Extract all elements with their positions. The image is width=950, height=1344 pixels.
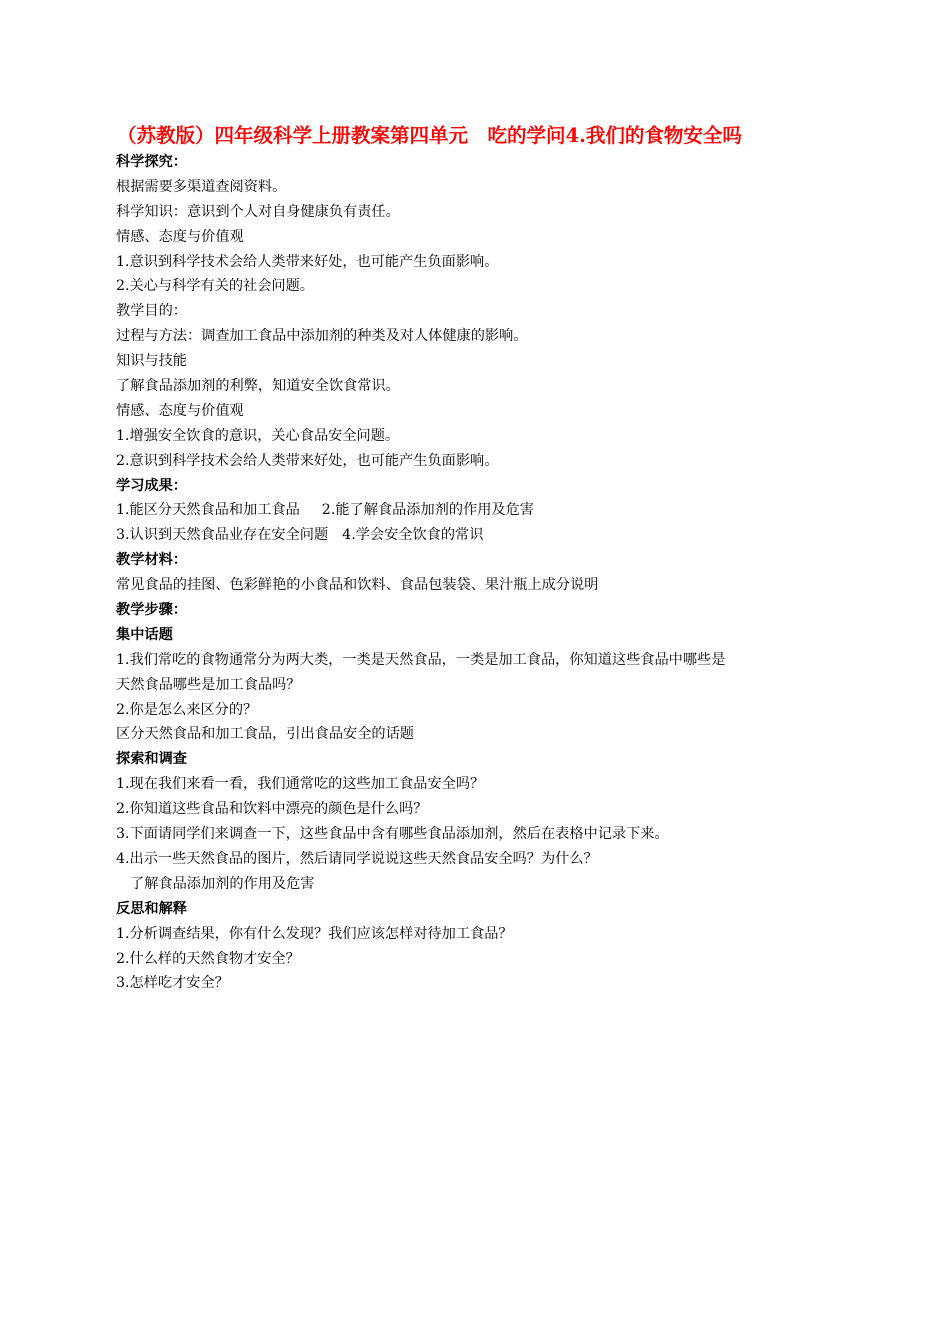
text-line: 1.增强安全饮食的意识，关心食品安全问题。 <box>116 427 400 444</box>
document-title: （苏教版）四年级科学上册教案第四单元 吃的学问4.我们的食物安全吗 <box>117 124 742 147</box>
text-line: 2.意识到科学技术会给人类带来好处，也可能产生负面影响。 <box>116 452 499 469</box>
text-line: 情感、态度与价值观 <box>116 402 244 419</box>
text-line: 1.意识到科学技术会给人类带来好处，也可能产生负面影响。 <box>116 253 499 270</box>
document-body <box>116 150 846 996</box>
text-line: 1.我们常吃的食物通常分为两大类，一类是天然食品，一类是加工食品，你知道这些食品中哪些是 <box>116 651 726 668</box>
text-line: 2.你知道这些食品和饮料中漂亮的颜色是什么吗？ <box>116 801 428 818</box>
outcome-row <box>116 498 846 523</box>
heading-reflect: 反思和解释 <box>116 900 187 917</box>
text-line: 1.现在我们来看一看，我们通常吃的这些加工食品安全吗？ <box>116 776 485 793</box>
outcome-item: 4.学会安全饮食的常识 <box>342 527 484 544</box>
heading-explore: 探索和调查 <box>116 751 187 768</box>
text-line: 3.下面请同学们来调查一下，这些食品中含有哪些食品添加剂，然后在表格中记录下来。 <box>116 826 669 843</box>
text-line: 4.出示一些天然食品的图片，然后请同学说说这些天然食品安全吗？为什么？ <box>116 850 598 867</box>
text-line: 了解食品添加剂的利弊，知道安全饮食常识。 <box>116 378 400 395</box>
text-line: 2.你是怎么来区分的？ <box>116 701 258 718</box>
text-line: 情感、态度与价值观 <box>116 228 244 245</box>
outcome-item: 3.认识到天然食品业存在安全问题 <box>116 527 329 544</box>
outcome-row <box>116 523 846 548</box>
text-line: 3.怎样吃才安全？ <box>116 975 229 992</box>
heading-steps: 教学步骤： <box>116 602 187 619</box>
text-line: 了解食品添加剂的作用及危害 <box>130 875 315 892</box>
heading-science-inquiry: 科学探究： <box>116 154 187 170</box>
text-line: 科学知识：意识到个人对自身健康负有责任。 <box>116 203 400 220</box>
text-line: 区分天然食品和加工食品，引出食品安全的话题 <box>116 726 414 743</box>
text-line: 1.分析调查结果，你有什么发现？我们应该怎样对待加工食品？ <box>116 925 513 942</box>
text-line: 知识与技能 <box>116 353 187 370</box>
text-line: 根据需要多渠道查阅资料。 <box>116 178 287 195</box>
text-line: 常见食品的挂图、色彩鲜艳的小食品和饮料、食品包装袋、果汁瓶上成分说明 <box>116 577 599 594</box>
outcome-item: 2.能了解食品添加剂的作用及危害 <box>321 502 534 519</box>
outcome-item: 1.能区分天然食品和加工食品 <box>116 502 300 519</box>
text-line: 过程与方法：调查加工食品中添加剂的种类及对人体健康的影响。 <box>116 328 528 345</box>
text-line: 天然食品哪些是加工食品吗？ <box>116 676 301 693</box>
text-line: 2.关心与科学有关的社会问题。 <box>116 278 314 295</box>
heading-focus-topic: 集中话题 <box>116 626 173 643</box>
text-line: 2.什么样的天然食物才安全？ <box>116 950 300 967</box>
heading-learning-outcomes: 学习成果： <box>116 477 187 494</box>
heading-materials: 教学材料： <box>116 552 187 569</box>
text-line: 教学目的： <box>116 303 187 320</box>
